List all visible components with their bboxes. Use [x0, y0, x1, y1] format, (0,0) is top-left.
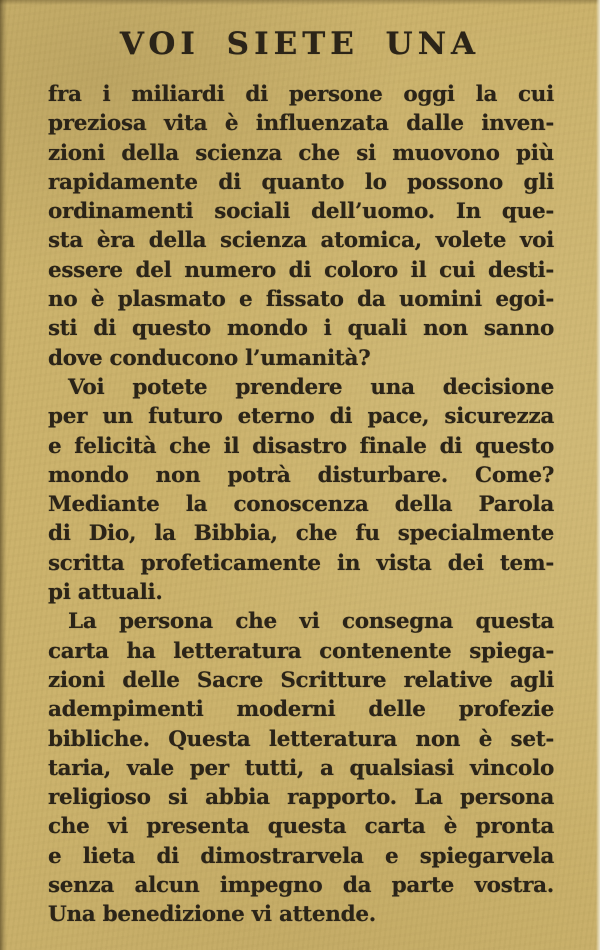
text-line: adempimenti moderni delle profezie	[48, 697, 554, 723]
text-line: per un futuro eterno di pace, sicurezza	[48, 404, 554, 430]
text-line: Mediante la conoscenza della Parola	[48, 492, 554, 518]
body-text	[48, 80, 554, 930]
text-line: La persona che vi consegna questa	[68, 609, 554, 635]
left-edge-shadow	[0, 0, 7, 950]
card-title: VOI SIETE UNA	[119, 26, 481, 62]
text-line: zioni delle Sacre Scritture relative agli	[48, 667, 554, 693]
text-line: bibliche. Questa letteratura non è set-	[48, 726, 554, 752]
text-line: sta èra della scienza atomica, volete voi	[48, 228, 554, 254]
text-line: religioso si abbia rapporto. La persona	[48, 785, 554, 811]
text-line: dove conducono l’umanità?	[48, 345, 371, 371]
text-line: scritta profeticamente in vista dei tem-	[48, 550, 554, 576]
top-edge-shadow	[0, 0, 600, 5]
text-line: no è plasmato e fissato da uomini egoi-	[48, 287, 554, 313]
paragraph	[48, 373, 554, 607]
text-line: pi attuali.	[48, 580, 163, 606]
text-line: e felicità che il disastro finale di questo	[48, 433, 554, 459]
text-line: mondo non potrà disturbare. Come?	[48, 462, 554, 488]
text-line: zioni della scienza che si muovono più	[48, 140, 554, 166]
text-line: e lieta di dimostrarvela e spiegarvela	[48, 843, 554, 869]
text-line: rapidamente di quanto lo possono gli	[48, 169, 554, 195]
text-line: fra i miliardi di persone oggi la cui	[48, 82, 554, 107]
text-line: taria, vale per tutti, a qualsiasi vincolo	[48, 755, 554, 781]
paragraph	[48, 80, 554, 373]
right-edge-light	[596, 0, 600, 950]
text-line: carta ha letteratura contenente spiega-	[48, 638, 554, 664]
text-line: essere del numero di coloro il cui desti-	[48, 257, 554, 283]
text-line: Voi potete prendere una decisione	[68, 374, 554, 400]
text-line: che vi presenta questa carta è pronta	[48, 814, 554, 840]
text-line: ordinamenti sociali dell’uomo. In que-	[48, 199, 554, 225]
text-line: Una benedizione vi attende.	[48, 902, 376, 928]
text-line: di Dio, la Bibbia, che fu specialmente	[48, 521, 554, 547]
text-line: preziosa vita è influenzata dalle inven-	[48, 111, 554, 137]
paragraph	[48, 607, 554, 929]
text-line: senza alcun impegno da parte vostra.	[48, 873, 554, 899]
text-line: sti di questo mondo i quali non sanno	[48, 316, 554, 342]
